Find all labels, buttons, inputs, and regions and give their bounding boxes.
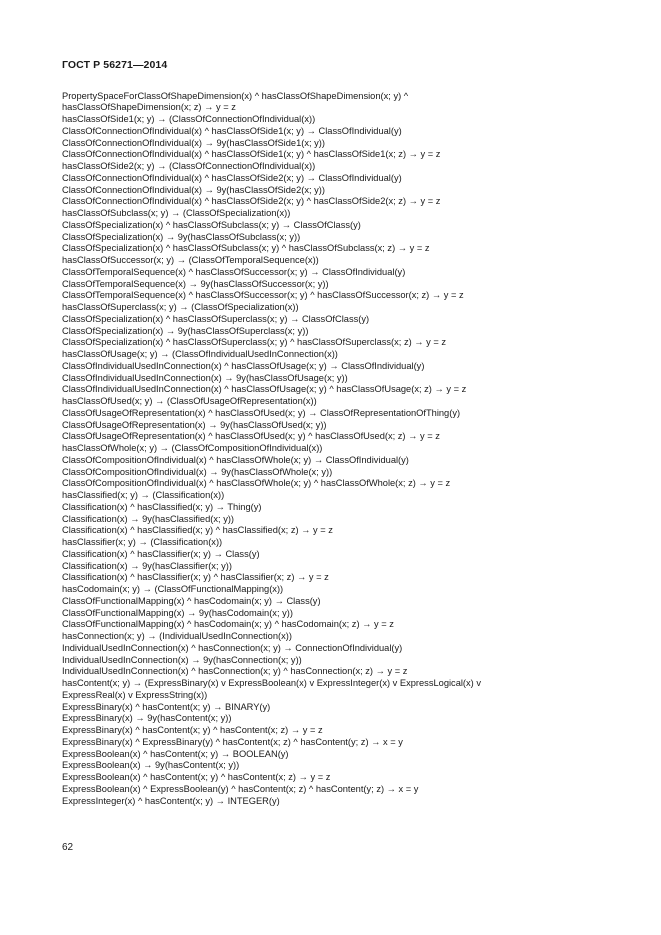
formula-line: ExpressBinary(x) ^ hasContent(x; y) ^ hasContent(x; z) → y = z (62, 725, 323, 735)
formula-line: ClassOfCompositionOfIndividual(x) ^ hasClassOfWhole(x; y) → ClassOfIndividual(y) (62, 454, 409, 465)
formula-line: ClassOfTemporalSequence(x) ^ hasClassOfSuccessor(x; y) ^ hasClassOfSuccessor(x; z) → y = z (62, 290, 464, 301)
formula-line: ExpressBoolean(x) → 9y(hasContent(x; y)) (62, 760, 240, 771)
formula-line: ClassOfFunctionalMapping(x) ^ hasCodomain(x; y) ^ hasCodomain(x; z) → y = z (62, 619, 394, 630)
formula-line: ClassOfCompositionOfIndividual(x) → 9y(hasClassOfWhole(x; y)) (62, 466, 333, 477)
formula-line: ClassOfSpecialization(x) ^ hasClassOfSuperclass(x; y) ^ hasClassOfSuperclass(x; z) → y = z (62, 337, 447, 348)
formula-line: ExpressBoolean(x) ^ hasContent(x; y) ^ hasContent(x; z) → y = z (62, 772, 331, 782)
formula-line: IndividualUsedInConnection(x) ^ hasConnection(x; y) → ConnectionOfIndividual(y) (62, 642, 403, 653)
formula-line: Classification(x) ^ hasClassified(x; y) ^ hasClassified(x; z) → y = z (62, 525, 333, 536)
formula-line: ExpressBinary(x) ^ ExpressBinary(y) ^ hasContent(x; z) ^ hasContent(y; z) → x = y (62, 736, 403, 747)
formula-line: ClassOfUsageOfRepresentation(x) → 9y(hasClassOfUsed(x; y)) (62, 419, 327, 430)
formula-line: ExpressBinary(x) → 9y(hasContent(x; y)) (62, 713, 232, 724)
formula-line: hasClassOfSuperclass(x; y) → (ClassOfSpecialization(x)) (62, 302, 299, 312)
formula-line: ClassOfSpecialization(x) ^ hasClassOfSuperclass(x; y) → ClassOfClass(y) (62, 313, 370, 324)
formula-line: ClassOfSpecialization(x) ^ hasClassOfSubclass(x; y) ^ hasClassOfSubclass(x; z) → y = z (62, 243, 430, 254)
formula-line: ClassOfUsageOfRepresentation(x) ^ hasClassOfUsed(x; y) → ClassOfRepresentationOfThing(y) (62, 407, 461, 418)
formula-line: IndividualUsedInConnection(x) → 9y(hasConnection(x; y)) (62, 654, 302, 665)
formula-line: Classification(x) ^ hasClassifier(x; y) → Class(y) (62, 548, 260, 559)
formula-line: hasClassOfShapeDimension(x; z) → y = z (62, 102, 236, 113)
formula-line: ClassOfFunctionalMapping(x) → 9y(hasCodomain(x; y)) (62, 607, 293, 618)
formula-line: ExpressBoolean(x) ^ ExpressBoolean(y) ^ hasContent(x; z) ^ hasContent(y; z) → x = y (62, 783, 419, 794)
formula-line: ExpressBoolean(x) ^ hasContent(x; y) → BOOLEAN(y) (62, 748, 289, 759)
formula-line: hasCodomain(x; y) → (ClassOfFunctionalMapping(x)) (62, 584, 284, 594)
formula-line: ClassOfSpecialization(x) → 9y(hasClassOfSuperclass(x; y)) (62, 325, 309, 336)
formula-line: hasClassOfUsage(x; y) → (ClassOfIndividualUsedInConnection(x)) (62, 349, 338, 359)
page-number: 62 (62, 842, 74, 853)
formula-line: ClassOfSpecialization(x) ^ hasClassOfSubclass(x; y) → ClassOfClass(y) (62, 219, 361, 230)
formula-line: hasClassified(x; y) → (Classification(x)) (62, 490, 225, 500)
formula-line: hasClassOfSide2(x; y) → (ClassOfConnectionOfIndividual(x)) (62, 161, 316, 171)
formula-line: ClassOfSpecialization(x) → 9y(hasClassOfSubclass(x; y)) (62, 231, 301, 242)
formula-line: ClassOfUsageOfRepresentation(x) ^ hasClassOfUsed(x; y) ^ hasClassOfUsed(x; z) → y = z (62, 431, 440, 442)
formula-line: ClassOfConnectionOfIndividual(x) → 9y(hasClassOfSide1(x; y)) (62, 137, 325, 148)
formula-line: ClassOfConnectionOfIndividual(x) ^ hasClassOfSide2(x; y) ^ hasClassOfSide2(x; z) → y = z (62, 196, 441, 207)
formula-line: ClassOfTemporalSequence(x) ^ hasClassOfSuccessor(x; y) → ClassOfIndividual(y) (62, 266, 406, 277)
formula-line: ClassOfCompositionOfIndividual(x) ^ hasClassOfWhole(x; y) ^ hasClassOfWhole(x; z) → y = z (62, 478, 451, 489)
formula-line: hasConnection(x; y) → (IndividualUsedInConnection(x)) (62, 631, 292, 641)
formula-line: ExpressBinary(x) ^ hasContent(x; y) → BINARY(y) (62, 701, 271, 712)
formula-line: Classification(x) → 9y(hasClassified(x; y)) (62, 513, 235, 524)
formula-line: ClassOfIndividualUsedInConnection(x) ^ hasClassOfUsage(x; y) ^ hasClassOfUsage(x; z) → y = z (62, 384, 467, 395)
formula-line: ClassOfIndividualUsedInConnection(x) → 9y(hasClassOfUsage(x; y)) (62, 372, 348, 383)
formula-line: hasClassOfSubclass(x; y) → (ClassOfSpecialization(x)) (62, 208, 291, 218)
formula-line: hasClassOfUsed(x; y) → (ClassOfUsageOfRepresentation(x)) (62, 396, 317, 406)
formula-line: ClassOfConnectionOfIndividual(x) ^ hasClassOfSide1(x; y) → ClassOfIndividual(y) (62, 125, 402, 136)
document-header: ГОСТ Р 56271—2014 (62, 59, 168, 71)
formula-line: ExpressInteger(x) ^ hasContent(x; y) → INTEGER(y) (62, 795, 280, 806)
formula-line: ExpressReal(x) v ExpressString(x)) (62, 689, 208, 700)
formula-line: Classification(x) ^ hasClassified(x; y) → Thing(y) (62, 501, 262, 512)
formula-line: hasClassOfWhole(x; y) → (ClassOfCompositionOfIndividual(x)) (62, 443, 323, 453)
formula-line: ClassOfTemporalSequence(x) → 9y(hasClassOfSuccessor(x; y)) (62, 278, 329, 289)
formula-line: hasContent(x; y) → (ExpressBinary(x) v ExpressBoolean(x) v ExpressInteger(x) v ExpressLogical(x) v (62, 678, 482, 688)
formula-line: Classification(x) → 9y(hasClassifier(x; y)) (62, 560, 232, 571)
formula-line: ClassOfFunctionalMapping(x) ^ hasCodomain(x; y) → Class(y) (62, 595, 321, 606)
formula-list (62, 91, 642, 808)
formula-line: PropertySpaceForClassOfShapeDimension(x) ^ hasClassOfShapeDimension(x; y) ^ (62, 90, 409, 101)
formula-line: ClassOfConnectionOfIndividual(x) ^ hasClassOfSide1(x; y) ^ hasClassOfSide1(x; z) → y = z (62, 149, 441, 160)
formula-line: IndividualUsedInConnection(x) ^ hasConnection(x; y) ^ hasConnection(x; z) → y = z (62, 666, 408, 677)
formula-line: hasClassOfSide1(x; y) → (ClassOfConnectionOfIndividual(x)) (62, 114, 316, 124)
formula-line: ClassOfConnectionOfIndividual(x) → 9y(hasClassOfSide2(x; y)) (62, 184, 325, 195)
formula-line: ClassOfIndividualUsedInConnection(x) ^ hasClassOfUsage(x; y) → ClassOfIndividual(y) (62, 360, 425, 371)
formula-line: Classification(x) ^ hasClassifier(x; y) ^ hasClassifier(x; z) → y = z (62, 572, 329, 583)
formula-line: hasClassOfSuccessor(x; y) → (ClassOfTemporalSequence(x)) (62, 255, 319, 265)
formula-line: hasClassifier(x; y) → (Classification(x)) (62, 537, 223, 547)
formula-line: ClassOfConnectionOfIndividual(x) ^ hasClassOfSide2(x; y) → ClassOfIndividual(y) (62, 172, 402, 183)
